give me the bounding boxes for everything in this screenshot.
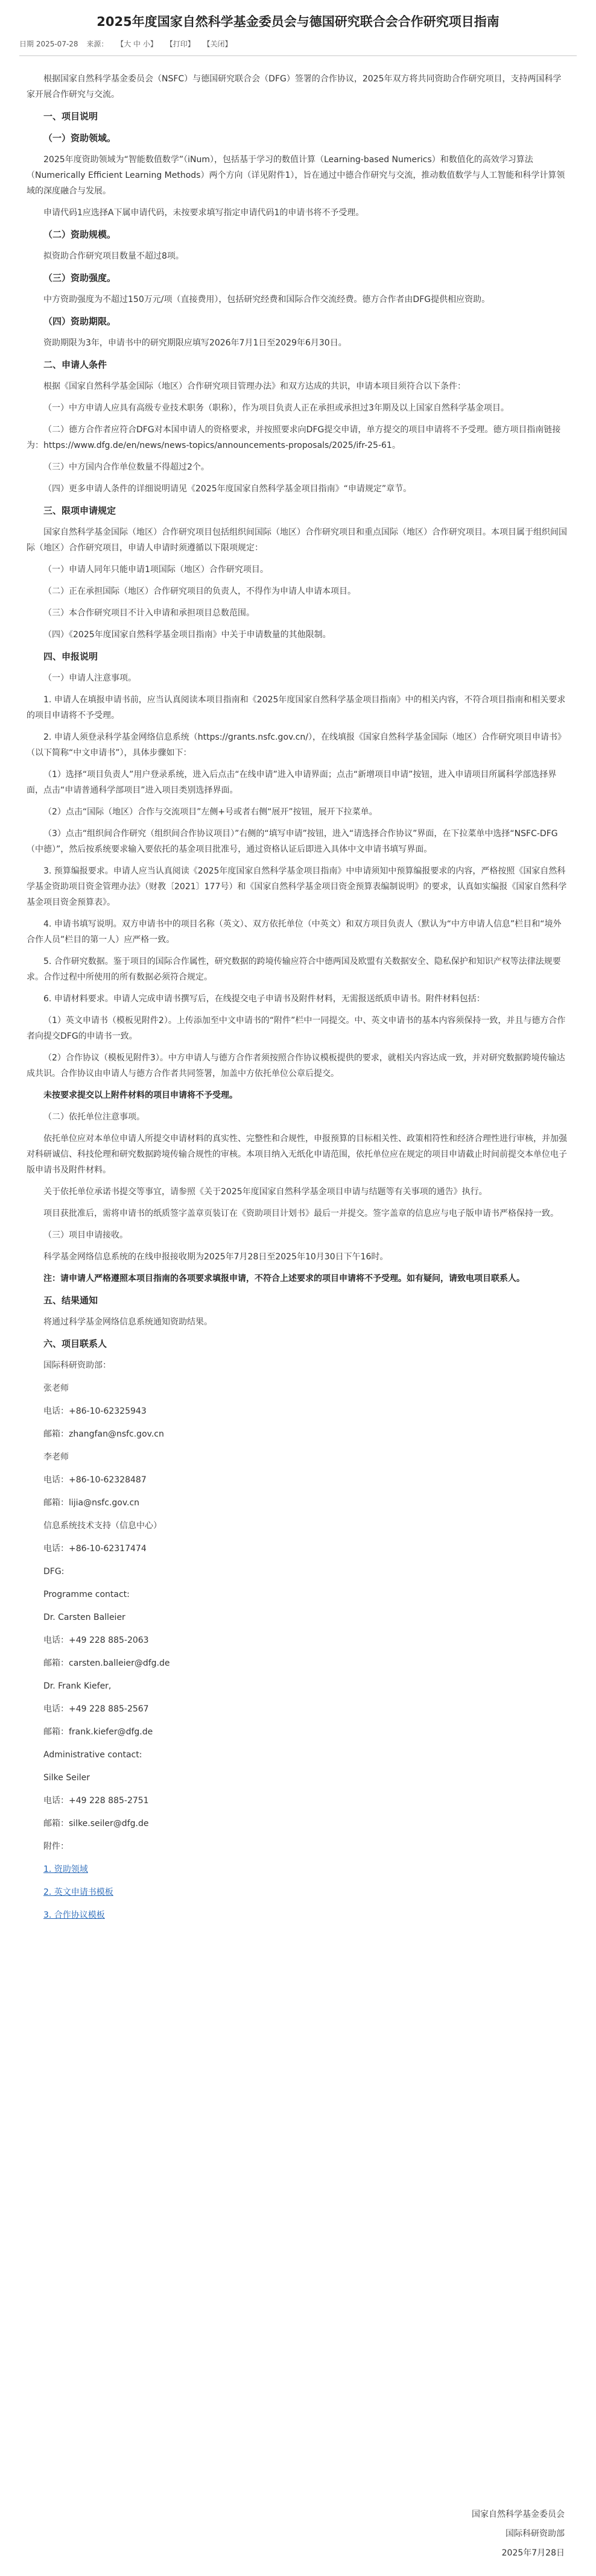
contact-line: 邮箱：carsten.balleier@dfg.de [43, 1658, 170, 1668]
paragraph: 申请代码1应选择A下属申请代码，未按要求填写指定申请代码1的申请书将不予受理。 [43, 208, 364, 218]
page-title: 2025年度国家自然科学基金委员会与德国研究联合会合作研究项目指南 [97, 14, 499, 29]
paragraph: （1）选择“项目负责人”用户登录系统，进入后点击“在线申请”进入申请界面；点击“新增项目申请”按钮，进入申请项目所属科学部选择界面，点击“申请普通科学部项目”进入项目类别选择界面。 [27, 770, 557, 795]
paragraph: 关于依托单位承诺书提交等事宜，请参照《关于2025年度国家自然科学基金项目申请与结题等有关事项的通告》执行。 [43, 1187, 487, 1197]
contact-line: 电话：+86-10-62325943 [43, 1406, 147, 1416]
section-heading: 三、限项申请规定 [43, 505, 116, 516]
subsection-heading: （二）资助规模。 [43, 229, 116, 240]
contact-line: Programme contact: [43, 1590, 130, 1599]
list-item: （三）本合作研究项目不计入申请和承担项目总数范围。 [43, 608, 255, 618]
list-item: （一）申请人同年只能申请1项国际（地区）合作研究项目。 [43, 565, 268, 575]
list-item: （二）德方合作者应符合DFG对本国申请人的资格要求，并按照要求向DFG提交申请，单方提交的项目申请将不予受理。德方项目指南链接为：https://www.dfg.de/en/news/news-topics/announcements-proposals/2025/ifr-25-61。 [27, 425, 561, 450]
signoff-org: 国家自然科学基金委员会 [472, 2510, 565, 2519]
paragraph: （3）点击“组织间合作研究（组织间合作协议项目）”右侧的“填写申请”按钮，进入“请选择合作协议”界面，在下拉菜单中选择“NSFC-DFG（中德）”，然后按系统要求输入要依托的基金项目批准号，通过资格认证后即进入具体中文申请书填写界面。 [27, 829, 558, 854]
attachments-label: 附件： [43, 1842, 69, 1851]
contact-line: 张老师 [43, 1384, 69, 1393]
paragraph: 2025年度资助领域为“智能数值数学”（iNum），包括基于学习的数值计算（Learning-based Numerics）和数值化的高效学习算法（Numerically Efficient Learning Methods）两个方向（详见附件1），旨在通过中德合作研究与交流，推动数值数学与人工智能和科学计算领域的深度融合与发展。 [27, 155, 565, 196]
intro-paragraph: 根据国家自然科学基金委员会（NSFC）与德国研究联合会（DFG）签署的合作协议，2025年双方将共同资助合作研究项目，支持两国科学家开展合作研究与交流。 [27, 74, 562, 99]
contact-line: Dr. Carsten Balleier [43, 1613, 125, 1622]
contact-line: 电话：+49 228 885-2751 [43, 1796, 149, 1806]
paragraph: （三）项目申请接收。 [43, 1230, 128, 1240]
contact-line: 电话：+86-10-62317474 [43, 1544, 147, 1554]
article-body [0, 71, 596, 1930]
contact-line: 信息系统技术支持（信息中心） [43, 1521, 162, 1531]
paragraph: 项目获批准后，需将申请书的纸质签字盖章页装订在《资助项目计划书》最后一并提交。签字盖章的信息应与电子版申请书严格保持一致。 [43, 1209, 559, 1218]
list-item: （三）中方国内合作单位数量不得超过2个。 [43, 462, 209, 472]
signoff-date: 2025年7月28日 [501, 2548, 565, 2558]
source-label: 来源： [86, 40, 109, 48]
contact-line: DFG: [43, 1567, 65, 1576]
subsection-heading: （一）资助领域。 [43, 133, 116, 143]
publish-date: 日期 2025-07-28 [19, 40, 78, 48]
attachment-link-agreement-template[interactable]: 3. 合作协议模板 [43, 1910, 105, 1920]
paragraph: 拟资助合作研究项目数量不超过8项。 [43, 251, 184, 261]
paragraph: （二）依托单位注意事项。 [43, 1112, 145, 1122]
print-link[interactable]: 【打印】 [165, 40, 195, 48]
contact-line: 电话：+86-10-62328487 [43, 1475, 147, 1485]
contact-line: Silke Seiler [43, 1773, 90, 1783]
paragraph: （2）合作协议（模板见附件3）。中方申请人与德方合作者须按照合作协议模板提供的要求，就相关内容达成一致，并对研究数据跨境传输达成共识。合作协议由申请人与德方合作者共同签署，加盖中方依托单位公章后提交。 [27, 1053, 565, 1079]
paragraph: 将通过科学基金网络信息系统通知资助结果。 [43, 1317, 212, 1327]
attachment-3 [0, 1907, 596, 1923]
paragraph: 6. 申请材料要求。申请人完成申请书撰写后，在线提交电子申请书及附件材料，无需报送纸质申请书。附件材料包括： [43, 994, 485, 1004]
list-item: （二）正在承担国际（地区）合作研究项目的负责人，不得作为申请人申请本项目。 [43, 587, 356, 596]
section-heading: 四、申报说明 [43, 651, 98, 662]
paragraph: （1）英文申请书（模板见附件2）。上传添加至中文申请书的“附件”栏中一同提交。中、英文申请书的基本内容须保持一致，并且与德方合作者向提交DFG的申请书一致。 [27, 1016, 566, 1041]
paragraph: （一）申请人注意事项。 [43, 673, 136, 683]
paragraph: 3. 预算编报要求。申请人应当认真阅读《2025年度国家自然科学基金项目指南》中申请须知中预算编报要求的内容，严格按照《国家自然科学基金资助项目资金管理办法》（财教〔2021〕177号）和《国家自然科学基金项目资金预算表编制说明》的要求，认真如实编报《国家自然科学基金项目资金预算表》。 [27, 866, 567, 907]
attachment-link-english-template[interactable]: 2. 英文申请书模板 [43, 1888, 113, 1897]
contact-line: 电话：+49 228 885-2063 [43, 1636, 149, 1645]
paragraph: 1. 申请人在填报申请书前，应当认真阅读本项目指南和《2025年度国家自然科学基金项目指南》中的相关内容，不符合项目指南和相关要求的项目申请将不予受理。 [27, 695, 566, 720]
contact-line: 国际科研资助部： [43, 1361, 111, 1370]
section-heading: 二、申请人条件 [43, 359, 107, 370]
paragraph: 2. 申请人须登录科学基金网络信息系统（https://grants.nsfc.gov.cn/），在线填报《国家自然科学基金国际（地区）合作研究项目申请书》（以下简称“中文申请书”），具体步骤如下： [27, 732, 566, 758]
article-meta [19, 39, 238, 49]
list-item: （四）《2025年度国家自然科学基金项目指南》中关于申请数量的其他限制。 [43, 630, 331, 640]
contact-line: 邮箱：frank.kiefer@dfg.de [43, 1727, 153, 1737]
notice-paragraph: 注：请申请人严格遵照本项目指南的各项要求填报申请，不符合上述要求的项目申请将不予受理。如有疑问，请致电项目联系人。 [43, 1274, 525, 1283]
contact-line: 邮箱：zhangfan@nsfc.gov.cn [43, 1429, 164, 1439]
close-link[interactable]: 【关闭】 [203, 40, 232, 48]
paragraph: （2）点击“国际（地区）合作与交流项目”左侧+号或者右侧“展开”按钮，展开下拉菜单。 [43, 807, 378, 817]
signoff [472, 2505, 565, 2563]
signoff-dept: 国际科研资助部 [506, 2529, 565, 2539]
paragraph: 依托单位应对本单位申请人所提交申请材料的真实性、完整性和合规性，申报预算的目标相关性、政策相符性和经济合理性进行审核，并加强对科研诚信、科技伦理和研究数据跨境传输合规性的审核。本项目纳入无纸化申请范围，依托单位应在规定的项目申请截止时间前提交本单位电子版申请书及附件材料。 [27, 1134, 567, 1175]
contact-line: Dr. Frank Kiefer, [43, 1681, 112, 1691]
attachment-1 [0, 1862, 596, 1877]
paragraph: 4. 申请书填写说明。双方申请书中的项目名称（英文）、双方依托单位（中英文）和双方项目负责人（默认为“中方申请人信息”栏目和“境外合作人员”栏目的第一人）应严格一致。 [27, 919, 562, 945]
subsection-heading: （三）资助强度。 [43, 272, 116, 283]
section-heading: 五、结果通知 [43, 1295, 98, 1306]
contact-line: 电话：+49 228 885-2567 [43, 1704, 149, 1714]
warning-paragraph: 未按要求提交以上附件材料的项目申请将不予受理。 [43, 1091, 238, 1100]
paragraph: 国家自然科学基金国际（地区）合作研究项目包括组织间国际（地区）合作研究项目和重点国际（地区）合作研究项目。本项目属于组织间国际（地区）合作研究项目，申请人申请时须遵循以下限项规定： [27, 527, 567, 553]
contact-line: Administrative contact: [43, 1750, 142, 1760]
list-item: （四）更多申请人条件的详细说明请见《2025年度国家自然科学基金项目指南》“申请规定”章节。 [43, 484, 412, 494]
paragraph: 5. 合作研究数据。鉴于项目的国际合作属性，研究数据的跨境传输应符合中德两国及欧盟有关数据安全、隐私保护和知识产权等法律法规要求。合作过程中所使用的所有数据必须符合规定。 [27, 957, 561, 982]
attachment-2 [0, 1885, 596, 1900]
paragraph: 资助期限为3年，申请书中的研究期限应填写2026年7月1日至2029年6月30日。 [43, 338, 347, 348]
attachment-link-funding-areas[interactable]: 1. 资助领域 [43, 1865, 88, 1874]
paragraph: 中方资助强度为不超过150万元/项（直接费用），包括研究经费和国际合作交流经费。德方合作者由DFG提供相应资助。 [43, 295, 490, 304]
contact-line: 邮箱：lijia@nsfc.gov.cn [43, 1498, 140, 1508]
paragraph: 根据《国家自然科学基金国际（地区）合作研究项目管理办法》和双方达成的共识，申请本项目须符合以下条件： [43, 382, 466, 391]
contact-line: 邮箱：silke.seiler@dfg.de [43, 1819, 149, 1828]
section-heading: 一、项目说明 [43, 111, 98, 122]
contact-line: 李老师 [43, 1452, 69, 1462]
font-size-toggle[interactable]: 【大 中 小】 [116, 40, 157, 48]
list-item: （一）中方申请人应具有高级专业技术职务（职称），作为项目负责人正在承担或承担过3年期及以上国家自然科学基金项目。 [43, 403, 509, 413]
title-divider [19, 55, 577, 56]
subsection-heading: （四）资助期限。 [43, 316, 116, 327]
paragraph: 科学基金网络信息系统的在线申报接收期为2025年7月28日至2025年10月30日下午16时。 [43, 1252, 388, 1262]
section-heading: 六、项目联系人 [43, 1338, 107, 1349]
